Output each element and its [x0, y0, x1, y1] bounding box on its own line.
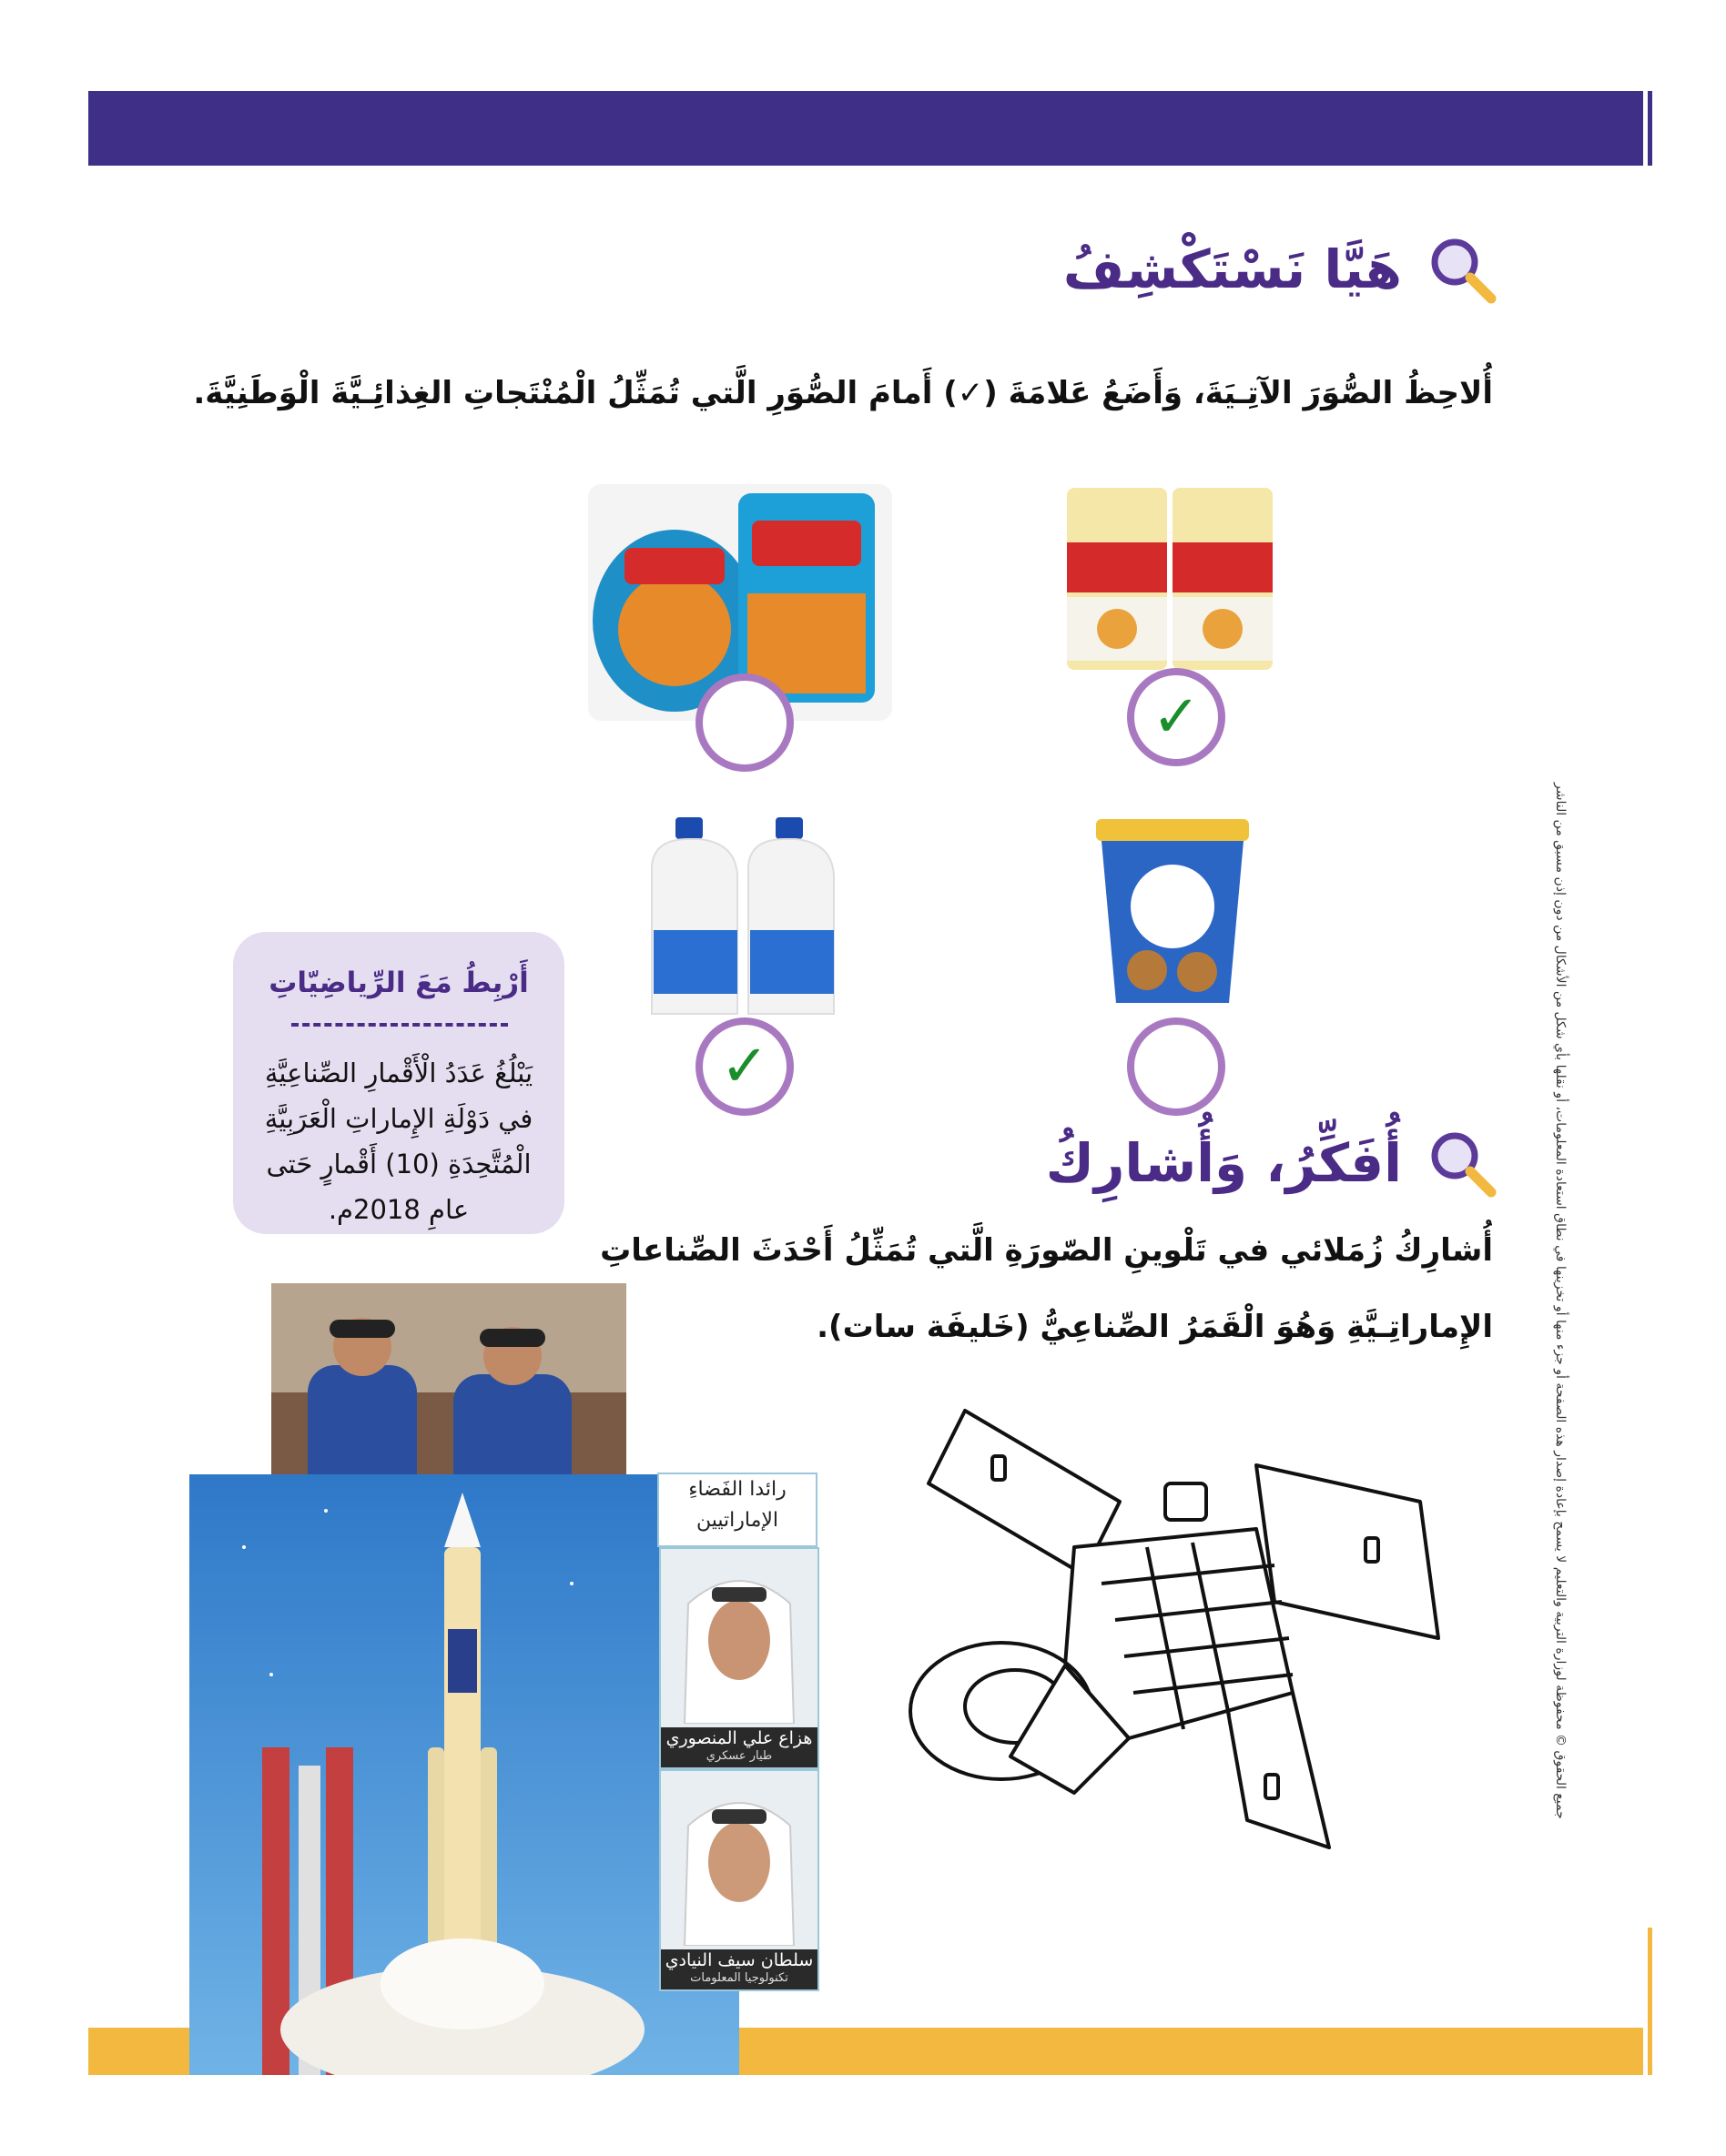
top-band	[88, 91, 1643, 166]
checkbox-pasta[interactable]	[1127, 668, 1225, 766]
product-photo-chips-ahoy	[1092, 815, 1253, 1007]
astronaut-portrait-1	[659, 1547, 819, 1769]
astronaut-name-2: سلطان سيف النيادي	[665, 1950, 814, 1970]
section-title-explore: هَيَّا نَسْتَكْشِفُ	[1062, 238, 1402, 300]
think-share-line-2: الإِماراتِـيَّةِ وَهُوَ الْقَمَرُ الصِّناعِيُّ (خَليفَة سات).	[817, 1309, 1493, 1345]
top-band-edge	[1648, 91, 1652, 166]
magnifier-icon	[1426, 233, 1498, 306]
dashed-divider	[291, 1023, 508, 1027]
astronaut-name-1: هزاع علي المنصوري	[665, 1728, 813, 1748]
checkbox-chips-ahoy[interactable]	[1127, 1017, 1225, 1116]
think-share-line-1: أُشارِكُ زُمَلائي في تَلْوينِ الصّورَةِ الَّتي تُمَثِّلُ أَحْدَثَ الصِّناعاتِ	[600, 1232, 1493, 1269]
math-link-box	[233, 932, 564, 1234]
bottom-band-edge	[1648, 1928, 1652, 2075]
product-photo-milk	[645, 812, 848, 1030]
astronaut-portrait-2	[659, 1769, 819, 1991]
copyright-notice	[1553, 783, 1577, 1875]
section-title-think-share: أُفَكِّرُ، وَأُشارِكُ	[1045, 1132, 1402, 1194]
math-link-title: أَرْبِطُ مَعَ الرِّياضِيّاتِ	[269, 967, 529, 999]
checkbox-noodles[interactable]	[695, 673, 794, 772]
astronaut-name-tag-2	[661, 1949, 817, 1991]
satellite-drawing	[892, 1392, 1457, 1884]
rocket-launch-photo	[189, 1474, 739, 2075]
astronaut-role-2: تكنولوجيا المعلومات	[690, 1971, 788, 1985]
product-photo-pasta	[1056, 479, 1284, 681]
astronaut-name-tag-1	[661, 1727, 817, 1769]
explore-instruction: أُلاحِظُ الصُّوَرَ الآتِـيَةَ، وَأَضَعُ عَلامَةَ (✓) أَمامَ الصُّوَرِ الَّتي تُمَثِّلُ الْمُنْتَجاتِ الغِذائِـيَّةَ الْوَطَنِيَّةَ.	[193, 375, 1493, 411]
math-link-text: يَبْلُغُ عَدَدُ الْأَقْمارِ الصِّناعِيَّةِ في دَوْلَةِ الإِماراتِ الْعَرَبِيَّةِ الْمُتَّحِدَةِ (10) أَقْمارٍ حَتى عامِ 2018م.	[264, 1058, 533, 1225]
check-mark-icon: ✓	[720, 1033, 769, 1100]
astronaut-role-1: طيار عسكري	[706, 1749, 773, 1763]
checkbox-milk[interactable]	[695, 1017, 794, 1116]
check-mark-icon: ✓	[1152, 683, 1201, 751]
magnifier-icon	[1426, 1127, 1498, 1199]
copyright-text: جميع الحقوق © محفوظة لوزارة التربية والتعليم لا يسمح بإعادة إصدار هذه الصفحة أو جزء منها أو تخزينها في نطاق استعادة المعلومات، أو نقلها بأي شكل من الأشكال من دون إذن مسبق من الناشر	[1553, 783, 1568, 1819]
astronauts-caption: رائدا الفَضاءِ الإماراتيين	[657, 1473, 817, 1547]
